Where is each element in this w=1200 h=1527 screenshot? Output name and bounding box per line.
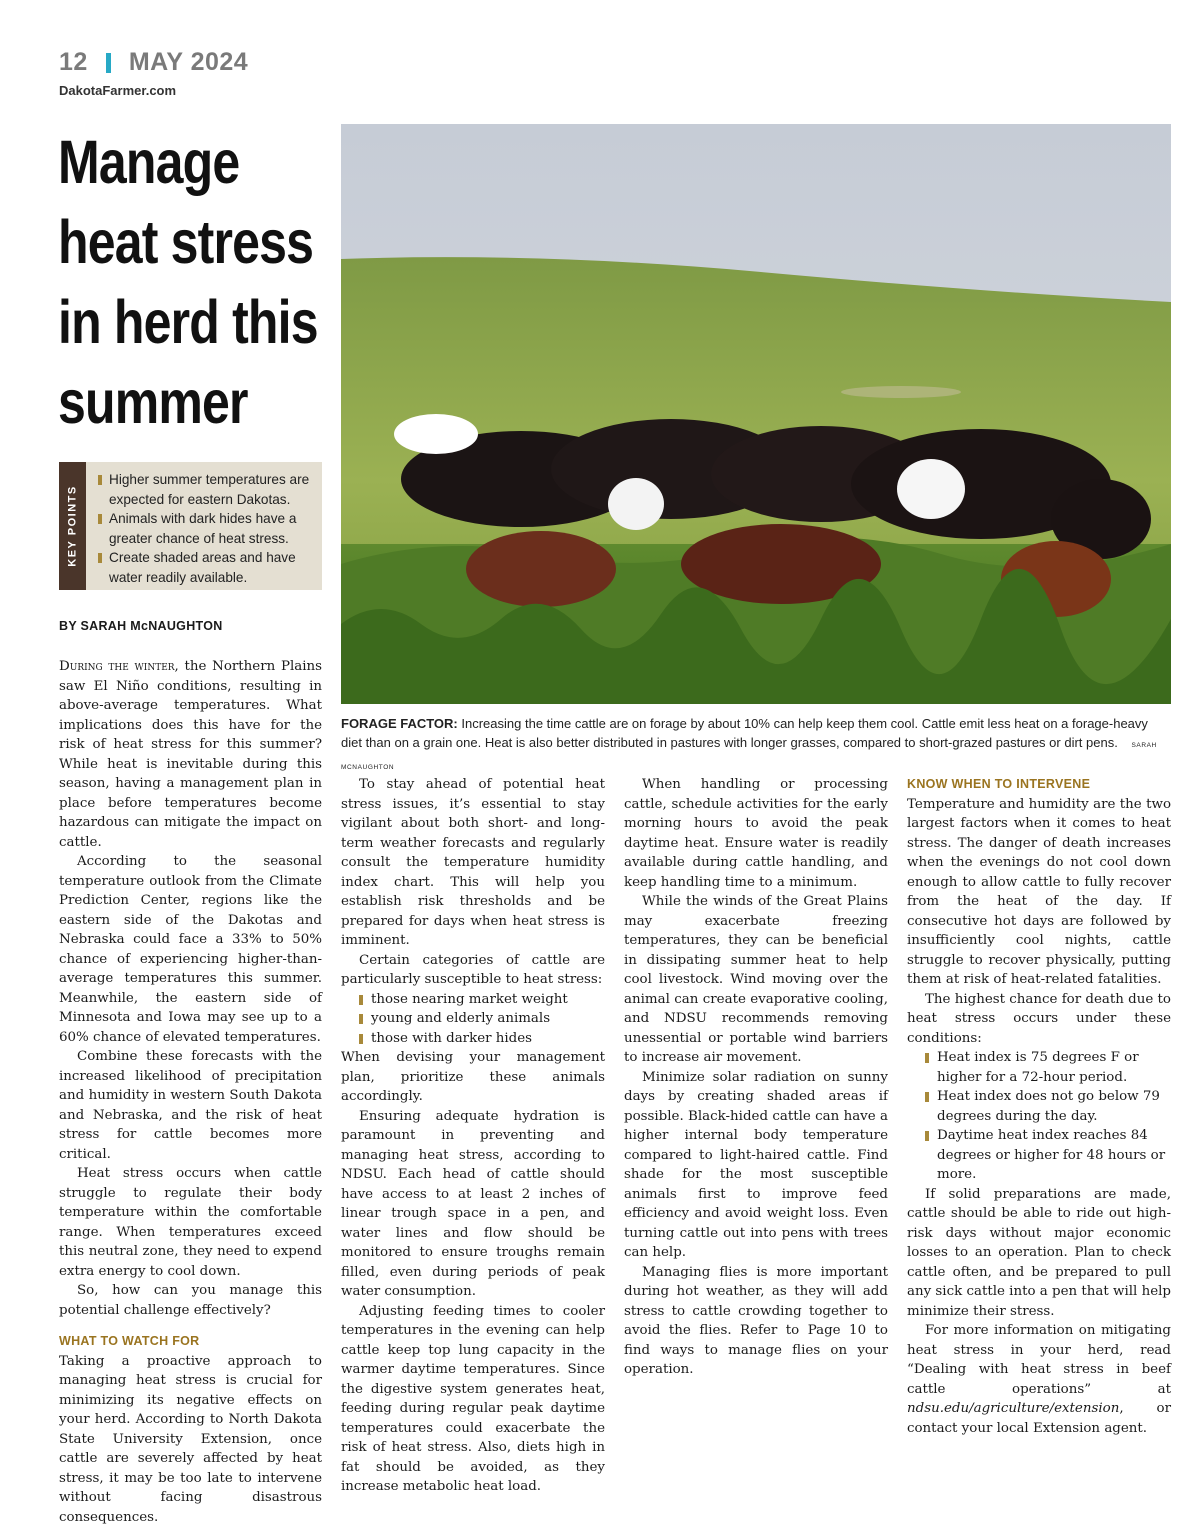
article-paragraph: Certain categories of cattle are particularly susceptible to heat stress: xyxy=(341,951,605,990)
folio xyxy=(59,48,248,77)
article-paragraph: According to the seasonal temperature outlook from the Climate Prediction Center, regions like the eastern side of the Dakotas and Nebraska could face a 33% to 50% chance of experiencing higher-than-average temperatures this summer. Meanwhile, the eastern side of Minnesota and Iowa may see up to a 60% chance of elevated temperatures. xyxy=(59,852,322,1047)
cattle-photo-image xyxy=(341,124,1171,704)
key-points-tab xyxy=(59,462,86,590)
article-paragraph: The highest chance for death due to heat stress occurs under these conditions: xyxy=(907,990,1171,1049)
paragraph-text: For more information on mitigating heat stress in your herd, read “Dealing with heat stress in beef cattle operations” at xyxy=(907,1323,1171,1397)
article-paragraph: To stay ahead of potential heat stress issues, it’s essential to stay vigilant about both short- and long-term weather forecasts and regularly consult the temperature humidity index chart. This will help you establish risk thresholds and be prepared for days when heat stress is imminent. xyxy=(341,775,605,951)
article-paragraph: Heat stress occurs when cattle struggle to regulate their body temperature within the comfortable range. When temperatures exceed this neutral zone, they need to expend extra energy to cool down. xyxy=(59,1164,322,1281)
article-paragraph: So, how can you manage this potential challenge effectively? xyxy=(59,1281,322,1320)
article-paragraph: When handling or processing cattle, schedule activities for the early morning hours to avoid the peak daytime heat. Ensure water is readily available during cattle handling, and keep handling time to a minimum. xyxy=(624,775,888,892)
issue-date: MAY 2024 xyxy=(129,48,248,77)
list-item: those nearing market weight xyxy=(359,990,605,1010)
article-paragraph: While the winds of the Great Plains may exacerbate freezing temperatures, they can be beneficial in dissipating summer heat to help cool livestock. Wind moving over the animal can create evaporative cooling, and NDSU recommends removing unessential or portable wind barriers to increase air movement. xyxy=(624,892,888,1068)
susceptible-cattle-list xyxy=(341,990,605,1049)
article-paragraph xyxy=(59,657,322,852)
article-column-2 xyxy=(341,775,605,1497)
caption-text: Increasing the time cattle are on forage by about 10% can help keep them cool. Cattle emit less heat on a forage-heavy diet than on a grain one. Heat is also better distributed in pastures with longer grasses, compared to short-grazed pastures or dirt pens. xyxy=(341,716,1148,750)
death-risk-conditions-list xyxy=(907,1048,1171,1185)
subhead-know-when: KNOW WHEN TO INTERVENE xyxy=(907,775,1171,795)
extension-link[interactable]: ndsu.edu/agriculture/extension xyxy=(907,1401,1119,1416)
site-url: DakotaFarmer.com xyxy=(59,83,248,98)
article-paragraph: When devising your management plan, prioritize these animals accordingly. xyxy=(341,1048,605,1107)
subhead-what-to-watch: WHAT TO WATCH FOR xyxy=(59,1332,322,1352)
list-item: Heat index does not go below 79 degrees during the day. xyxy=(925,1087,1171,1126)
article-paragraph: Temperature and humidity are the two largest factors when it comes to heat stress. The danger of death increases when the evenings do not cool down enough to allow cattle to fully recover from the heat of the day. If consecutive hot days are followed by insufficiently cool nights, cattle struggle to recover physically, putting them at risk of heat-related fatalities. xyxy=(907,795,1171,990)
list-item: those with darker hides xyxy=(359,1029,605,1049)
lead-in: During the winter, xyxy=(59,659,179,674)
list-item: young and elderly animals xyxy=(359,1009,605,1029)
article-column-1 xyxy=(59,657,322,1527)
paragraph-text: , or contact your local Extension agent. xyxy=(907,1401,1171,1436)
page-header xyxy=(59,48,248,98)
key-points-label: KEY POINTS xyxy=(67,485,79,566)
article-paragraph: Minimize solar radiation on sunny days by creating shaded areas if possible. Black-hided cattle can have a higher internal body temperature compared to light-haired cattle. Find shade for the most susceptible animals first to improve feed efficiency and avoid weight loss. Even turning cattle out into pens with trees can help. xyxy=(624,1068,888,1263)
caption-label: FORAGE FACTOR: xyxy=(341,716,458,731)
article-paragraph: Ensuring adequate hydration is paramount in preventing and managing heat stress, according to NDSU. Each head of cattle should have access to at least 2 inches of linear trough space in a pen, and water lines and flow should be monitored to ensure troughs remain filled, even during periods of peak water consumption. xyxy=(341,1107,605,1302)
key-point-item: Animals with dark hides have a greater chance of heat stress. xyxy=(98,509,314,548)
folio-divider xyxy=(106,53,111,73)
article-paragraph: If solid preparations are made, cattle should be able to ride out high-risk days without major economic losses to an operation. Plan to check cattle often, and be prepared to pull any sick cattle into a pen that will help minimize their stress. xyxy=(907,1185,1171,1322)
key-point-item: Create shaded areas and have water readily available. xyxy=(98,548,314,587)
paragraph-text: the Northern Plains saw El Niño conditions, resulting in above-average temperatures. What implications does this have for the risk of heat stress for this summer? While heat is inevitable during this season, having a management plan in place before temperatures become hazardous can mitigate the impact on cattle. xyxy=(59,659,322,850)
article-paragraph: Managing flies is more important during hot weather, as they will add stress to cattle crowding together to avoid the flies. Refer to Page 10 to find ways to manage flies on your operation. xyxy=(624,1263,888,1380)
article-paragraph xyxy=(907,1321,1171,1438)
key-points-list xyxy=(86,462,322,590)
article-column-4 xyxy=(907,775,1171,1438)
key-point-item: Higher summer temperatures are expected for eastern Dakotas. xyxy=(98,470,314,509)
list-item: Heat index is 75 degrees F or higher for a 72-hour period. xyxy=(925,1048,1171,1087)
cattle-photo xyxy=(341,124,1171,704)
photo-caption xyxy=(341,714,1171,777)
photo-credit: SARAH MCNAUGHTON xyxy=(341,742,1157,771)
article-paragraph: Combine these forecasts with the increased likelihood of precipitation and humidity in western South Dakota and Nebraska, and the risk of heat stress for cattle becomes more critical. xyxy=(59,1047,322,1164)
headline-text: Manage heat stress in herd this summer xyxy=(58,122,337,442)
article-paragraph: Adjusting feeding times to cooler temperatures in the evening can help cattle keep top lung capacity in the warmer daytime temperatures. Since the digestive system generates heat, feeding during regular peak daytime temperatures could exacerbate the risk of heat stress. Also, diets high in fat should be avoided, as they increase metabolic heat load. xyxy=(341,1302,605,1497)
article-paragraph: Taking a proactive approach to managing heat stress is crucial for minimizing its negative effects on your herd. According to North Dakota State University Extension, once cattle are severely affected by heat stress, it may be too late to intervene without facing disastrous consequences. xyxy=(59,1352,322,1527)
page-number: 12 xyxy=(59,48,88,77)
list-item: Daytime heat index reaches 84 degrees or higher for 48 hours or more. xyxy=(925,1126,1171,1185)
key-points-box xyxy=(59,462,322,590)
headline xyxy=(58,122,288,442)
byline: BY SARAH McNAUGHTON xyxy=(59,619,223,633)
article-column-3 xyxy=(624,775,888,1380)
